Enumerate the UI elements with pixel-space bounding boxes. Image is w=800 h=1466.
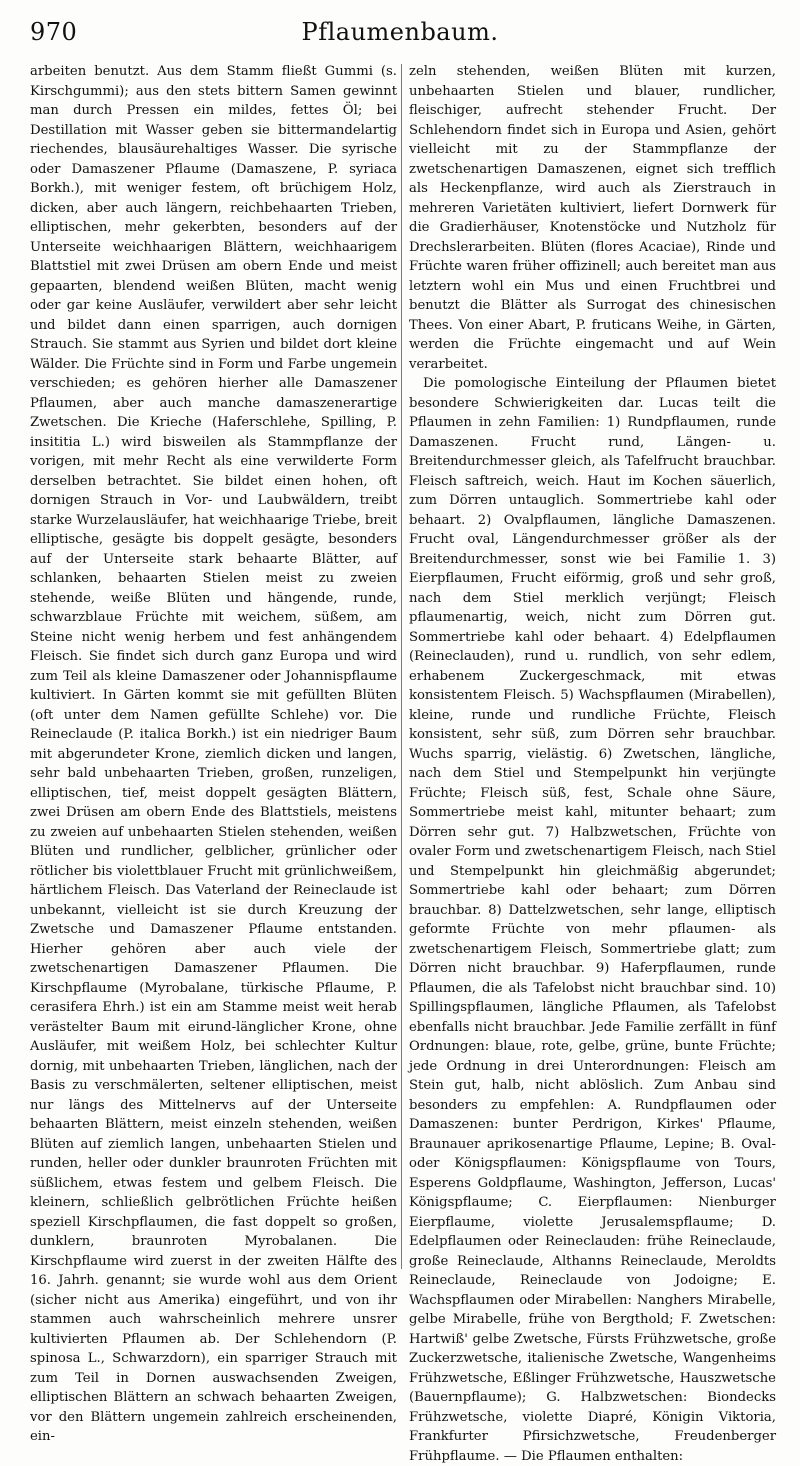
paragraph: zeln stehenden, weißen Blüten mit kurzen, unbehaarten Stielen und blauer, rundlicher, fleischiger, aufrecht stehender Frucht. Der Schlehendorn findet sich in Europa und Asien, gehört vielleicht mit zu der Stammpflanze der zwetschenartigen Damaszenen, eignet sich trefflich als Heckenpflanze, wird auch als Zierstrauch in mehreren Varietäten kultiviert, liefert Dornwerk für die Gradierhäuser, Knotenstöcke und Nutzholz für Drechslerarbeiten. Blüten (flores Acaciae), Rinde und Früchte waren früher offizinell; auch bereitet man aus letztern wohl ein Mus und einen Fruchtbrei und benutzt die Blätter als Surrogat des chinesischen Thees. Von einer Abart, P. fruticans Weihe, in Gärten, werden die Früchte eingemacht und auf Wein verarbeitet. — [409, 64, 776, 372]
page-number: 970 — [30, 18, 78, 46]
right-column — [409, 62, 776, 1464]
paragraph: Die pomologische Einteilung der Pflaumen bietet besondere Schwierigkeiten dar. Lucas teilt die Pflaumen in zehn Familien: 1) Rundpflaumen, runde Damaszenen. Frucht rund, Längen- u. Breitendurchmesser gleich, als Tafelfrucht brauchbar. Fleisch saftreich, weich. Haut im Kochen säuerlich, zum Dörren untauglich. Sommertriebe kahl oder behaart. 2) Ovalpflaumen, längliche Damaszenen. Frucht oval, Längendurchmesser größer als der Breitendurchmesser, sonst wie bei Familie 1. 3) Eierpflaumen, Frucht eiförmig, groß und sehr groß, nach dem Stiel merklich verjüngt; Fleisch pflaumenartig, weich, nicht zum Dörren gut. Sommertriebe kahl oder behaart. 4) Edelpflaumen (Reineclauden), rund u. rundlich, von sehr edlem, erhabenem Zuckergeschmack, mit etwas konsistentem Fleisch. 5) Wachspflaumen (Mirabellen), kleine, runde und rundliche Früchte, Fleisch konsistent, sehr süß, zum Dörren sehr brauchbar. Wuchs sparrig, vielästig. 6) Zwetschen, längliche, nach dem Stiel und Stempelpunkt hin verjüngte Früchte; Fleisch süß, fest, Schale ohne Säure, Sommertriebe meist kahl, mitunter behaart; zum Dörren sehr gut. 7) Halbzwetschen, Früchte von ovaler Form und zwetschenartigem Fleisch, nach Stiel und Stempelpunkt hin gleichmäßig abgerundet; Sommertriebe kahl oder behaart; zum Dörren brauchbar. 8) Dattelzwetschen, sehr lange, elliptisch geformte Früchte von mehr pflaumen- als zwetschenartigem Fleisch, Sommertriebe glatt; zum Dörren nicht brauchbar. 9) Haferpflaumen, runde Pflaumen, die als Tafelobst nicht brauchbar sind. 10) Spillingspflaumen, längliche Pflaumen, als Tafelobst ebenfalls nicht brauchbar. Jede Familie zerfällt in fünf Ordnungen: blaue, rote, gelbe, grüne, bunte Früchte; jede Ordnung in drei Unterordnungen: Fleisch am Stein gut, halb, nicht ablöslich. Zum Anbau sind besonders zu empfehlen: A. Rundpflaumen oder Damaszenen: bunter Perdrigon, Kirkes' Pflaume, Braunauer aprikosenartige Pflaume, Lepine; B. Oval- oder Königspflaumen: Königspflaume von Tours, Esperens Goldpflaume, Washington, Jefferson, Lucas' Königspflaume; C. Eierpflaumen: Nienburger Eierpflaume, violette Jerusalemspflaume; D. Edelpflaumen oder Reineclauden: frühe Reineclaude, große Reineclaude, Althanns Reineclaude, Meroldts Reineclaude, Reineclaude von Jodoigne; E. Wachspflaumen oder Mirabellen: Nanghers Mirabelle, gelbe Mirabelle, frühe von Bergthold; F. Zwetschen: Hartwiß' gelbe Zwetsche, Fürsts Frühzwetsche, große Zuckerzwetsche, italienische Zwetsche, Wangenheims Frühzwetsche, Eßlinger Frühzwetsche, Hauszwetsche (Bauernpflaume); G. Halbzwetschen: Biondecks Frühzwetsche, violette Diapré, Königin Viktoria, Frankfurter Pfirsichzwetsche, Freudenberger Frühpflaume. — Die Pflaumen enthalten: — [409, 376, 776, 1464]
running-title: Pflaumenbaum. — [301, 18, 499, 46]
column-divider — [401, 64, 402, 1269]
paragraph: arbeiten benutzt. Aus dem Stamm fließt Gummi (s. Kirschgummi); aus den stets bittern Samen gewinnt man durch Pressen ein mildes, fettes Öl; bei Destillation mit Wasser geben sie bittermandelartig riechendes, blausäurehaltiges Wasser. Die syrische oder Damaszener Pflaume (Damaszene, P. syriaca Borkh.), mit weniger festem, oft brüchigem Holz, dicken, aber auch längern, reichbehaarten Trieben, elliptischen, mehr gekerbten, besonders auf der Unterseite weichhaarigen Blättern, weichhaarigem Blattstiel mit zwei Drüsen am obern Ende und meist gepaarten, blendend weißen Blüten, macht wenig oder gar keine Ausläufer, verwildert aber sehr leicht und bildet dann einen sparrigen, auch dornigen Strauch. Sie stammt aus Syrien und bildet dort kleine Wälder. Die Früchte sind in Form und Farbe ungemein verschieden; es gehören hierher alle Damaszener Pflaumen, aber auch manche damaszenerartige Zwetschen. Die Krieche (Haferschlehe, Spilling, P. insititia L.) wird bisweilen als Stammpflanze der vorigen, mit mehr Recht als eine verwilderte Form derselben betrachtet. Sie bildet einen hohen, oft dornigen Strauch in Vor- und Laubwäldern, treibt starke Wurzelausläufer, hat weichhaarige Triebe, breit elliptische, gesägte bis doppelt gesägte, besonders auf der Unterseite stark behaarte Blätter, auf schlanken, behaarten Stielen meist zu zweien stehende, weiße Blüten und hängende, runde, schwarzblaue Früchte mit weichem, süßem, am Steine nicht wenig herbem und fest anhängendem Fleisch. Sie findet sich durch ganz Europa und wird zum Teil als kleine Damaszener oder Johannispflaume kultiviert. In Gärten kommt sie mit gefüllten Blüten (oft unter dem Namen gefüllte Schlehe) vor. Die Reineclaude (P. italica Borkh.) ist ein niedriger Baum mit abgerundeter Krone, ziemlich dicken und langen, sehr bald unbehaarten Trieben, großen, runzeligen, elliptischen, tief, meist doppelt gesägten Blättern, zwei Drüsen am obern Ende des Blattstiels, meistens zu zweien auf unbehaarten Stielen stehenden, weißen Blüten und rundlicher, gelblicher, grünlicher oder rötlicher bis violettblauer Frucht mit grünlichweißem, härtlichem Fleisch. Das Vaterland der Reineclaude ist unbekannt, vielleicht ist sie durch Kreuzung der Zwetsche und Damaszener Pflaume entstanden. Hierher gehören aber auch viele der zwetschenartigen Damaszener Pflaumen. Die Kirschpflaume (Myrobalane, türkische Pflaume, P. cerasifera Ehrh.) ist ein am Stamme meist weit herab verästelter Baum mit eirund-länglicher Krone, ohne Ausläufer, mit weißem Holz, bei schlechter Kultur dornig, mit unbehaarten Trieben, länglichen, nach der Basis zu verschmälerten, seltener elliptischen, meist nur längs des Mittelnervs auf der Unterseite behaarten Blättern, meist einzeln stehenden, weißen Blüten auf ziemlich langen, unbehaarten Stielen und runden, heller oder dunkler braunroten Früchten mit süßlichem, etwas festem und gelbem Fleisch. Die kleinern, schließlich gelbrötlichen Früchte heißen speziell Kirschpflaumen, die fast doppelt so großen, dunklern, braunroten Myrobalanen. Die Kirschpflaume wird zuerst in der zweiten Hälfte des 16. Jahrh. genannt; sie wurde wohl aus dem Orient (sicher nicht aus Amerika) eingeführt, und von ihr stammen auch wahrscheinlich mehrere unsrer kultivierten Pflaumen ab. Der Schlehendorn (P. spinosa L., Schwarzdorn), ein sparriger Strauch mit zum Teil in Dornen auswachsenden Zweigen, elliptischen Blättern an schwach behaarten Zweigen, vor den Blättern ungemein zahlreich erscheinenden, ein- — [30, 64, 397, 1444]
page-header — [0, 0, 800, 64]
left-column — [30, 62, 397, 1444]
